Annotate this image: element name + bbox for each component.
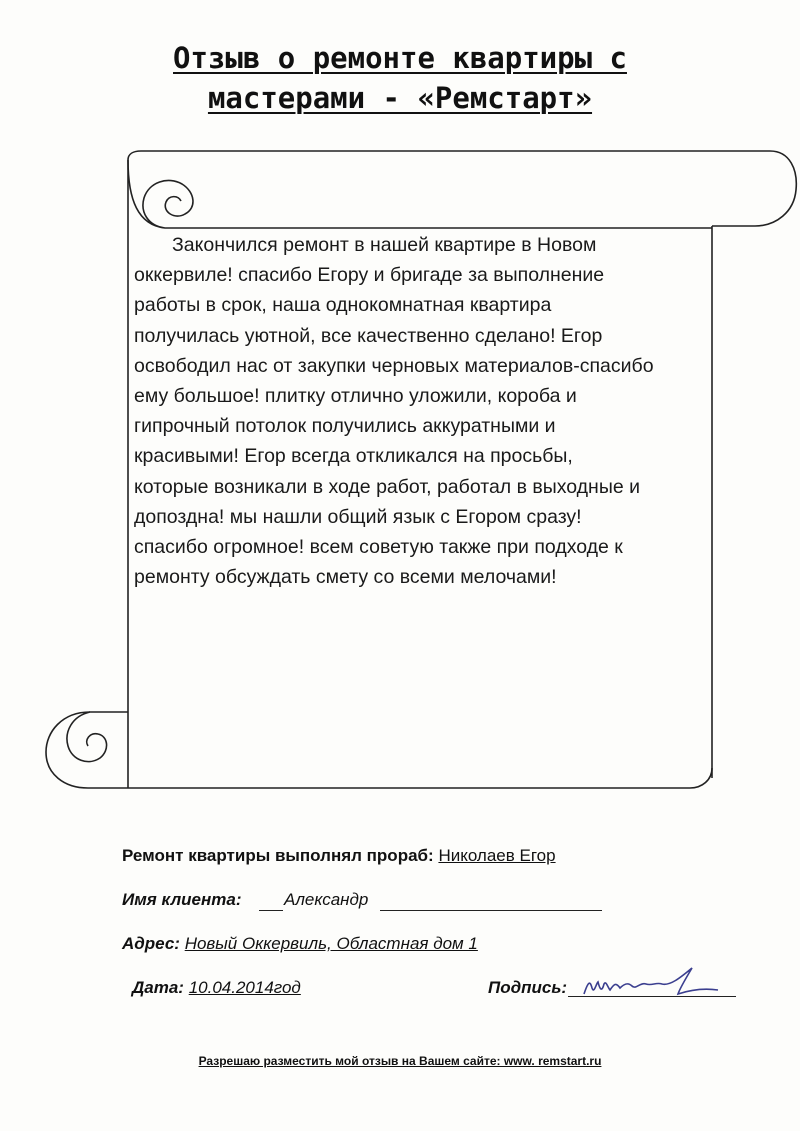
client-underline — [380, 910, 602, 911]
client-field — [122, 890, 242, 910]
review-line: красивыми! Егор всегда откликался на просьбы, — [134, 445, 573, 468]
publication-consent: Разрешаю разместить мой отзыв на Вашем сайте: www. remstart.ru — [198, 1054, 602, 1068]
scroll-top-right-curl — [712, 151, 796, 226]
review-line: получилась уютной, все качественно сделано! Егор — [134, 324, 603, 347]
date-field — [132, 978, 301, 998]
foreman-value: Николаев Егор — [438, 846, 556, 865]
client-value: Александр — [284, 890, 369, 909]
address-value: Новый Оккервиль, Областная дом 1 — [184, 934, 478, 953]
title-line-2: мастерами - «Ремстарт» — [207, 81, 593, 115]
scroll-top-left-curl — [128, 160, 712, 228]
scroll-top-edge — [128, 151, 770, 160]
date-label: Дата: — [132, 978, 184, 997]
signature-label: Подпись: — [488, 978, 568, 997]
address-label: Адрес: — [122, 934, 180, 953]
review-line: Закончился ремонт в нашей квартире в Новом — [172, 234, 597, 256]
client-underline-prefix — [259, 910, 283, 911]
review-line: допоздна! мы нашли общий язык с Егором сразу! — [134, 505, 582, 528]
foreman-field — [122, 846, 556, 866]
scroll-bottom-left-curl — [46, 712, 128, 788]
signature-field — [488, 978, 567, 998]
signature-underline — [568, 996, 736, 997]
review-body — [134, 230, 712, 592]
review-line: спасибо огромное! всем советую также при подходе к — [134, 536, 623, 559]
scroll-bottom-edge — [128, 712, 712, 788]
foreman-label: Ремонт квартиры выполнял прораб: — [122, 846, 434, 865]
title-line-1: Отзыв о ремонте квартиры с — [173, 41, 627, 75]
review-line: гипрочный потолок получились аккуратными и — [134, 415, 556, 438]
review-line: оккервиле! спасибо Егору и бригаде за выполнение — [134, 264, 605, 287]
date-value: 10.04.2014год — [188, 978, 301, 997]
review-line: освободил нас от закупки черновых материалов-спасибо — [134, 354, 654, 377]
handwritten-signature — [580, 960, 730, 1000]
client-label: Имя клиента: — [122, 890, 242, 909]
review-line: которые возникали в ходе работ, работал в выходные и — [134, 475, 641, 498]
review-line: ему большое! плитку отлично уложили, короба и — [134, 385, 577, 408]
review-line: работы в срок, наша однокомнатная квартира — [134, 294, 552, 317]
review-line: ремонту обсуждать смету со всеми мелочами! — [134, 566, 557, 589]
address-field — [122, 934, 478, 954]
